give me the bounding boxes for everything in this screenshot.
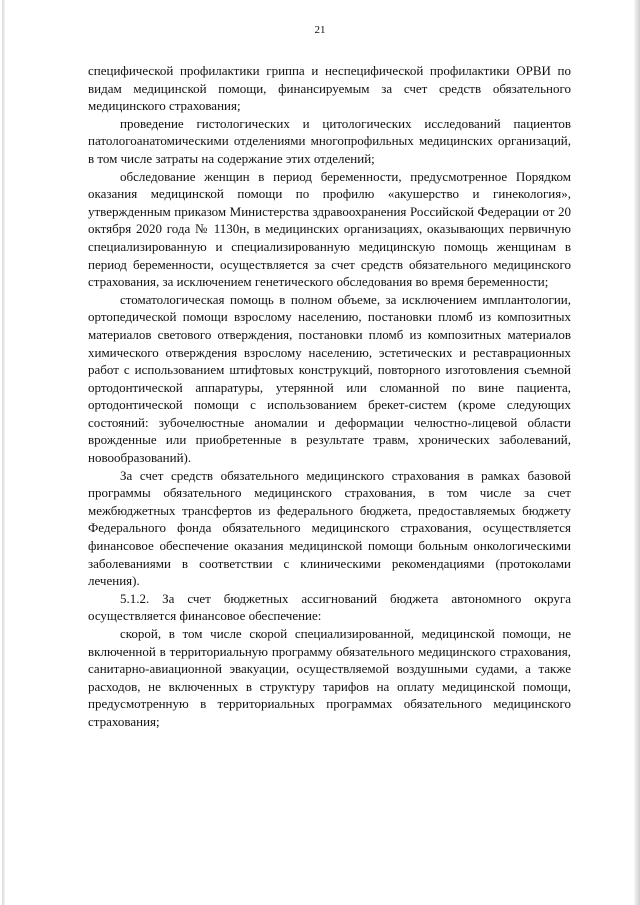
paragraph-ambulance-care: скорой, в том числе скорой специализированной, медицинской помощи, не включенной в территориальную программу обязательного медицинского страхования, санитарно-авиационной эвакуации, осуществляемой воздушными судами, а также расходов, не включенных в структуру тарифов на оплату медицинской помощи, предусмотренную в территориальных программах обязательного медицинского страхования;	[88, 626, 571, 729]
scan-edge-right	[634, 0, 640, 905]
document-body	[88, 62, 571, 731]
paragraph-section-5-1-2: 5.1.2. За счет бюджетных ассигнований бюджета автономного округа осуществляется финансовое обеспечение:	[88, 590, 571, 624]
paragraph-continuation: специфической профилактики гриппа и неспецифической профилактики ОРВИ по видам медицинской помощи, финансируемым за счет средств обязательного медицинского страхования;	[88, 63, 571, 114]
page-number: 21	[314, 24, 326, 36]
paragraph-histology: проведение гистологических и цитологических исследований пациентов патологоанатомическими отделениями многопрофильных медицинских организаций, в том числе затраты на содержание этих отделений;	[88, 115, 571, 166]
paragraph-dental-care: стоматологическая помощь в полном объеме, за исключением имплантологии, ортопедической помощи взрослому населению, постановки пломб из композитных материалов светового отверждения, постановки пломб из композитных материалов химического отверждения взрослому населению, эстетических и реставрационных работ с использованием штифтовых конструкций, повторного изготовления съемной ортодонтической аппаратуры, утерянной или сломанной по вине пациента, ортодонтической помощи с использованием брекет-систем (кроме следующих состояний: зубочелюстные аномалии и деформации челюстно-лицевой области врожденные или приобретенные в результате травм, хронических заболеваний, новообразований).	[88, 291, 571, 466]
paragraph-pregnancy-examination: обследование женщин в период беременности, предусмотренное Порядком оказания медицинской помощи по профилю «акушерство и гинекология», утвержденным приказом Министерства здравоохранения Российской Федерации от 20 октября 2020 года № 1130н, в медицинских организациях, оказывающих первичную специализированную и специализированную медицинскую помощь женщинам в период беременности, осуществляется за счет средств обязательного медицинского страхования, за исключением генетического обследования во время беременности;	[88, 168, 571, 290]
paragraph-oncology-funding: За счет средств обязательного медицинского страхования в рамках базовой программы обязательного медицинского страхования, в том числе за счет межбюджетных трансфертов из федерального бюджета, предоставляемых бюджету Федерального фонда обязательного медицинского страхования, осуществляется финансовое обеспечение оказания медицинской помощи больным онкологическими заболеваниями в соответствии с клиническими рекомендациями (протоколами лечения).	[88, 467, 571, 589]
scan-edge-left	[2, 0, 5, 905]
